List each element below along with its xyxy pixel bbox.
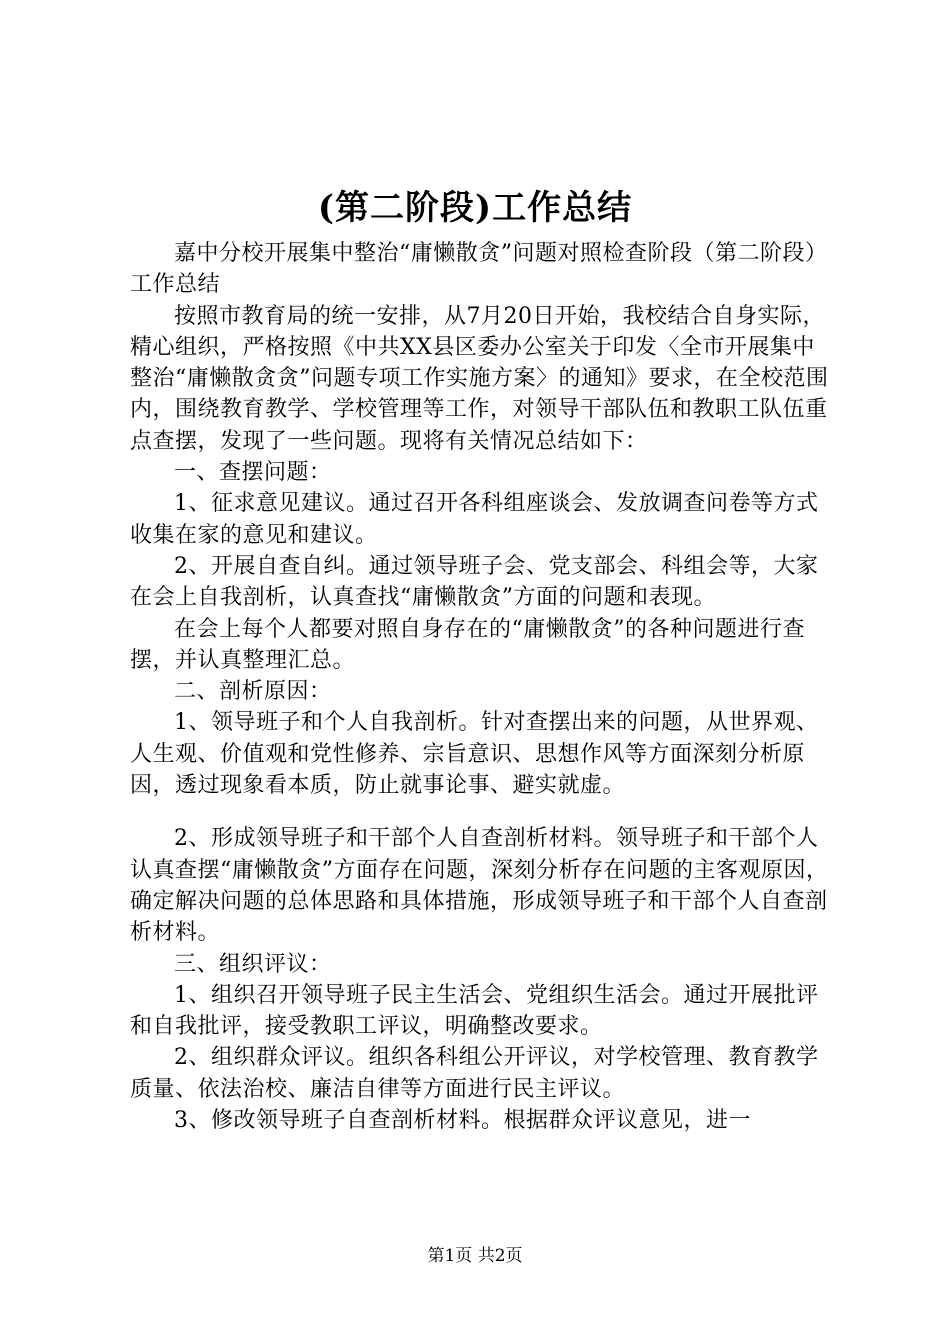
paragraph-heading: 嘉中分校开展集中整治“庸懒散贪”问题对照检查阶段（第二阶段）工作总结 — [130, 241, 828, 298]
section-heading-3: 三、组织评议： — [174, 951, 332, 977]
paragraph-3-1: 1、组织召开领导班子民主生活会、党组织生活会。通过开展批评和自我批评，接受教职工评议，明确整改要求。 — [130, 982, 819, 1040]
paragraph-2-2: 2、形成领导班子和干部个人自查剖析材料。领导班子和干部个人认真查摆“庸懒散贪”方面存在问题，深刻分析存在问题的主客观原因，确定解决问题的总体思路和具体措施，形成领导班子和干部个人自查剖析材料。 — [130, 826, 829, 946]
section-heading-2: 二、剖析原因： — [174, 679, 332, 705]
paragraph-1-2: 2、开展自查自纠。通过领导班子会、党支部会、科组会等，大家在会上自我剖析，认真查找“庸懒散贪”方面的问题和表现。 — [130, 553, 819, 611]
paragraph-1-1: 1、征求意见建议。通过召开各科组座谈会、发放调查问卷等方式收集在家的意见和建议。 — [130, 491, 819, 548]
paragraph-3-3: 3、修改领导班子自查剖析材料。根据群众评议意见，进一 — [174, 1108, 751, 1134]
page-footer: 第1页 共2页 — [427, 1246, 523, 1266]
paragraph-3-2: 2、组织群众评议。组织各科组公开评议，对学校管理、教育教学质量、依法治校、廉洁自律等方面进行民主评议。 — [130, 1045, 819, 1102]
paragraph-intro: 按照市教育局的统一安排，从7月20日开始，我校结合自身实际，精心组织，严格按照《中共XX县区委办公室关于印发〈全市开展集中整治“庸懒散贪贪”问题专项工作实施方案〉的通知》要求，在全校范围内，围绕教育教学、学校管理等工作，对领导干部队伍和教职工队伍重点查摆，发现了一些问题。现将有关情况总结如下： — [130, 303, 829, 454]
section-heading-1: 一、查摆问题： — [174, 460, 332, 486]
document-title: (第二阶段)工作总结 — [317, 188, 633, 228]
paragraph-2-1: 1、领导班子和个人自我剖析。针对查摆出来的问题，从世界观、人生观、价值观和党性修养、宗旨意识、思想作风等方面深刻分析原因，透过现象看本质，防止就事论事、避实就虚。 — [130, 710, 819, 799]
paragraph-1-3: 在会上每个人都要对照自身存在的“庸懒散贪”的各种问题进行查摆，并认真整理汇总。 — [130, 616, 805, 673]
document-body — [130, 238, 835, 1136]
